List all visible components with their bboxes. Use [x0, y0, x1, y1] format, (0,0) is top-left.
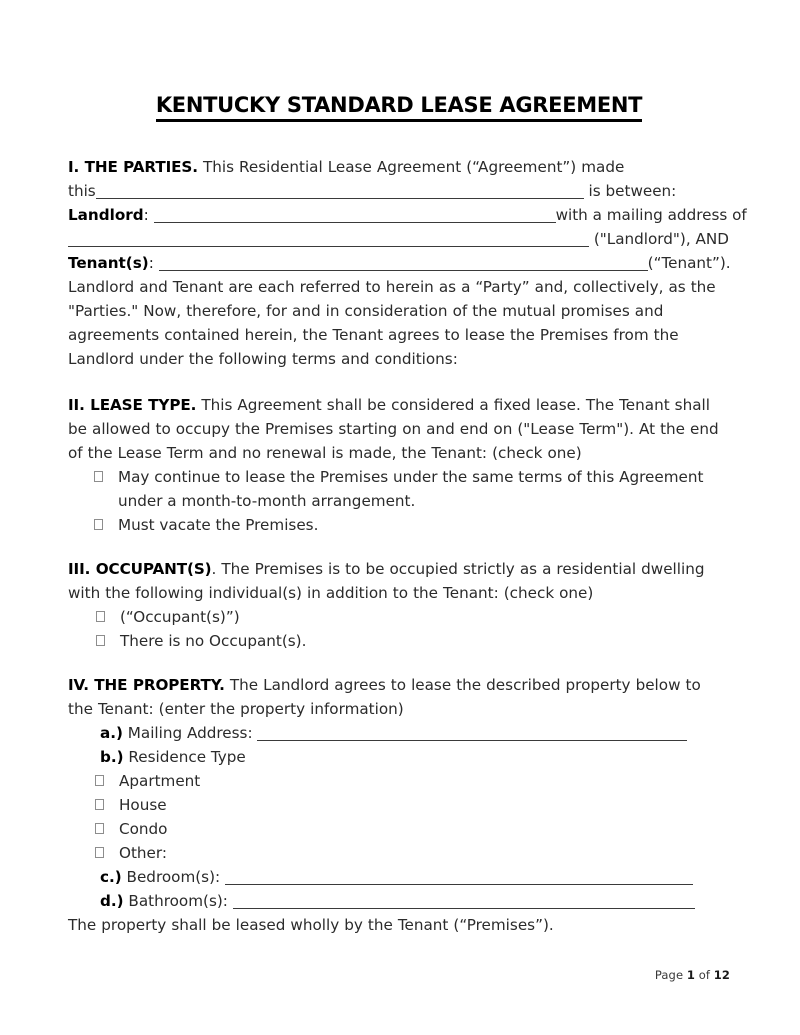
page-footer	[655, 968, 730, 982]
document-body	[68, 155, 747, 937]
residence-type-other-label: Other:	[119, 844, 167, 862]
spacer	[68, 371, 730, 393]
spacer	[68, 653, 730, 673]
section-property-closing: The property shall be leased wholly by the Tenant (“Premises”).	[68, 916, 554, 934]
checkbox-icon[interactable]	[95, 775, 104, 786]
residence-type-option-apartment[interactable]	[68, 769, 730, 793]
section-lease-type-paragraph	[68, 393, 730, 465]
occupants-option-1-label: (“Occupant(s)”)	[120, 608, 240, 626]
landlord-name-rule[interactable]	[154, 209, 556, 223]
checkbox-icon[interactable]	[94, 519, 103, 530]
tenant-label: Tenant(s)	[68, 254, 149, 272]
landlord-name-line	[68, 203, 747, 227]
lease-type-option-2[interactable]	[68, 513, 730, 537]
residence-type-option-other[interactable]	[68, 841, 730, 865]
checkbox-icon[interactable]	[94, 471, 103, 482]
landlord-colon: :	[143, 206, 154, 224]
property-item-b-text: Residence Type	[123, 748, 246, 766]
footer-total-pages: 12	[713, 968, 730, 982]
date-blank-tail: is between:	[583, 182, 677, 200]
date-blank-rule[interactable]	[96, 185, 584, 199]
lease-type-option-1[interactable]	[68, 465, 730, 513]
property-item-mailing-address	[68, 721, 730, 745]
section-property-body: The Landlord agrees to lease the described property below to the Tenant: (enter the property information)	[68, 676, 701, 718]
occupants-option-2-label: There is no Occupant(s).	[120, 632, 307, 650]
residence-type-option-condo[interactable]	[68, 817, 730, 841]
property-item-a-text: Mailing Address:	[122, 724, 258, 742]
residence-type-apartment-label: Apartment	[119, 772, 201, 790]
footer-current-page: 1	[686, 968, 695, 982]
section-property-heading: IV. THE PROPERTY.	[68, 676, 225, 694]
occupants-option-2[interactable]	[68, 629, 730, 653]
property-item-c-label: c.)	[100, 868, 122, 886]
landlord-address-line	[68, 227, 730, 251]
section-property-paragraph	[68, 673, 730, 721]
lease-type-option-2-label: Must vacate the Premises.	[118, 516, 319, 534]
checkbox-icon[interactable]	[95, 847, 104, 858]
page-title-text: KENTUCKY STANDARD LEASE AGREEMENT	[156, 93, 642, 122]
lease-type-option-1-label: May continue to lease the Premises under the same terms of this Agreement under a month-to-month arrangement.	[118, 468, 704, 510]
landlord-address-rule[interactable]	[68, 233, 589, 247]
landlord-name-tail: with a mailing address of	[555, 206, 747, 224]
section-occupants-heading: III. OCCUPANT(S)	[68, 560, 212, 578]
tenant-colon: :	[148, 254, 159, 272]
section-parties-intro-text: This Residential Lease Agreement (“Agreement”) made	[197, 158, 625, 176]
bathrooms-rule[interactable]	[233, 895, 695, 909]
checkbox-icon[interactable]	[95, 823, 104, 834]
property-item-bathrooms	[68, 889, 730, 913]
mailing-address-rule[interactable]	[257, 727, 687, 741]
property-item-d-text: Bathroom(s):	[123, 892, 233, 910]
footer-prefix: Page	[654, 968, 687, 982]
section-parties-body: Landlord and Tenant are each referred to herein as a “Party” and, collectively, as the "Parties." Now, therefore, for and in consideration of the mutual promises and agreements contained herein, the Tenant agrees to lease the Premises from the Landlord under the following terms and conditions:	[68, 278, 716, 368]
property-item-b-label: b.)	[100, 748, 124, 766]
landlord-address-tail: ("Landlord"), AND	[589, 230, 729, 248]
checkbox-icon[interactable]	[96, 611, 105, 622]
footer-middle: of	[694, 968, 714, 982]
section-parties-intro-line	[68, 155, 730, 179]
date-blank-line	[68, 179, 730, 203]
spacer	[68, 537, 730, 557]
property-item-c-text: Bedroom(s):	[121, 868, 225, 886]
property-item-a-label: a.)	[100, 724, 123, 742]
section-the-parties	[68, 155, 747, 371]
tenant-name-tail: (“Tenant”).	[647, 254, 731, 272]
checkbox-icon[interactable]	[95, 799, 104, 810]
tenant-name-rule[interactable]	[159, 257, 648, 271]
section-occupants-paragraph	[68, 557, 730, 605]
section-lease-type	[68, 393, 730, 537]
property-item-residence-type	[68, 745, 730, 769]
section-lease-type-heading: II. LEASE TYPE.	[68, 396, 197, 414]
page-title	[68, 93, 730, 122]
section-occupants-body: . The Premises is to be occupied strictly as a residential dwelling with the following individual(s) in addition to the Tenant: (check one)	[68, 560, 705, 602]
date-blank-lead: this	[68, 182, 96, 200]
section-parties-heading: I. THE PARTIES.	[68, 158, 198, 176]
residence-type-option-house[interactable]	[68, 793, 730, 817]
residence-type-condo-label: Condo	[119, 820, 168, 838]
residence-type-house-label: House	[119, 796, 167, 814]
landlord-label: Landlord	[68, 206, 144, 224]
property-item-bedrooms	[68, 865, 730, 889]
tenant-name-line	[68, 251, 730, 275]
occupants-option-1[interactable]	[68, 605, 730, 629]
checkbox-icon[interactable]	[96, 635, 105, 646]
section-occupants	[68, 557, 730, 653]
section-lease-type-body: This Agreement shall be considered a fixed lease. The Tenant shall be allowed to occupy the Premises starting on and end on ("Lease Term"). At the end of the Lease Term and no renewal is made, the Tenant: (check one)	[68, 396, 719, 462]
section-the-property	[68, 673, 730, 937]
property-item-d-label: d.)	[100, 892, 124, 910]
bedrooms-rule[interactable]	[225, 871, 693, 885]
